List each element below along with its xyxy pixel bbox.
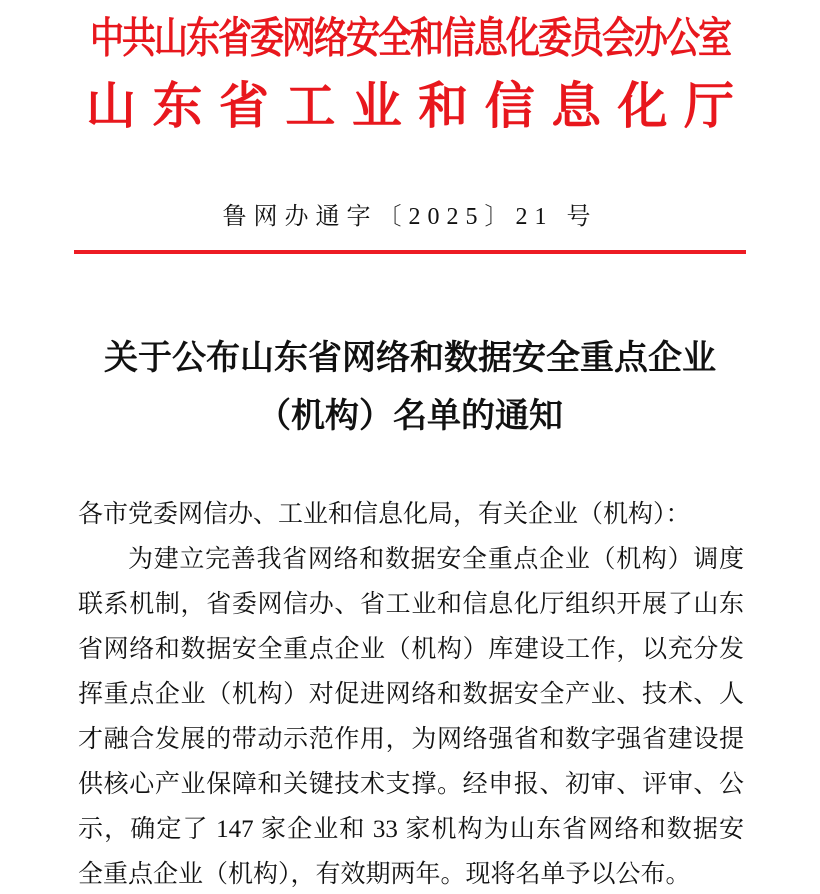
red-divider bbox=[74, 250, 746, 254]
body-line: 为建立完善我省网络和数据安全重点企业（机构）调度 bbox=[128, 546, 744, 573]
body-line: 联系机制，省委网信办、省工业和信息化厅组织开展了山东 bbox=[78, 591, 744, 618]
title-line-1: 关于公布山东省网络和数据安全重点企业 bbox=[104, 340, 716, 377]
title-line-2: （机构）名单的通知 bbox=[257, 398, 563, 435]
body-line: 才融合发展的带动示范作用，为网络强省和数字强省建设提 bbox=[78, 726, 744, 753]
document-title bbox=[0, 330, 820, 446]
issuing-org-primary: 中共山东省委网络安全和信息化委员会办公室 bbox=[90, 16, 730, 63]
issuing-org-secondary: 山东省工业和信息化厅 bbox=[86, 78, 734, 134]
notice-body bbox=[0, 492, 820, 894]
body-line: 挥重点企业（机构）对促进网络和数据安全产业、技术、人 bbox=[78, 681, 744, 708]
body-line: 示，确定了 147 家企业和 33 家机构为山东省网络和数据安 bbox=[78, 816, 744, 843]
doc-number: 鲁网办通字〔2025〕21 号 bbox=[222, 204, 598, 230]
body-line: 省网络和数据安全重点企业（机构）库建设工作，以充分发 bbox=[78, 636, 744, 663]
body-line-salutation: 各市党委网信办、工业和信息化局，有关企业（机构）： bbox=[78, 501, 691, 528]
body-line: 供核心产业保障和关键技术支撑。经申报、初审、评审、公 bbox=[78, 771, 744, 798]
letterhead bbox=[0, 0, 820, 134]
body-line: 全重点企业（机构），有效期两年。现将名单予以公布。 bbox=[78, 861, 691, 888]
